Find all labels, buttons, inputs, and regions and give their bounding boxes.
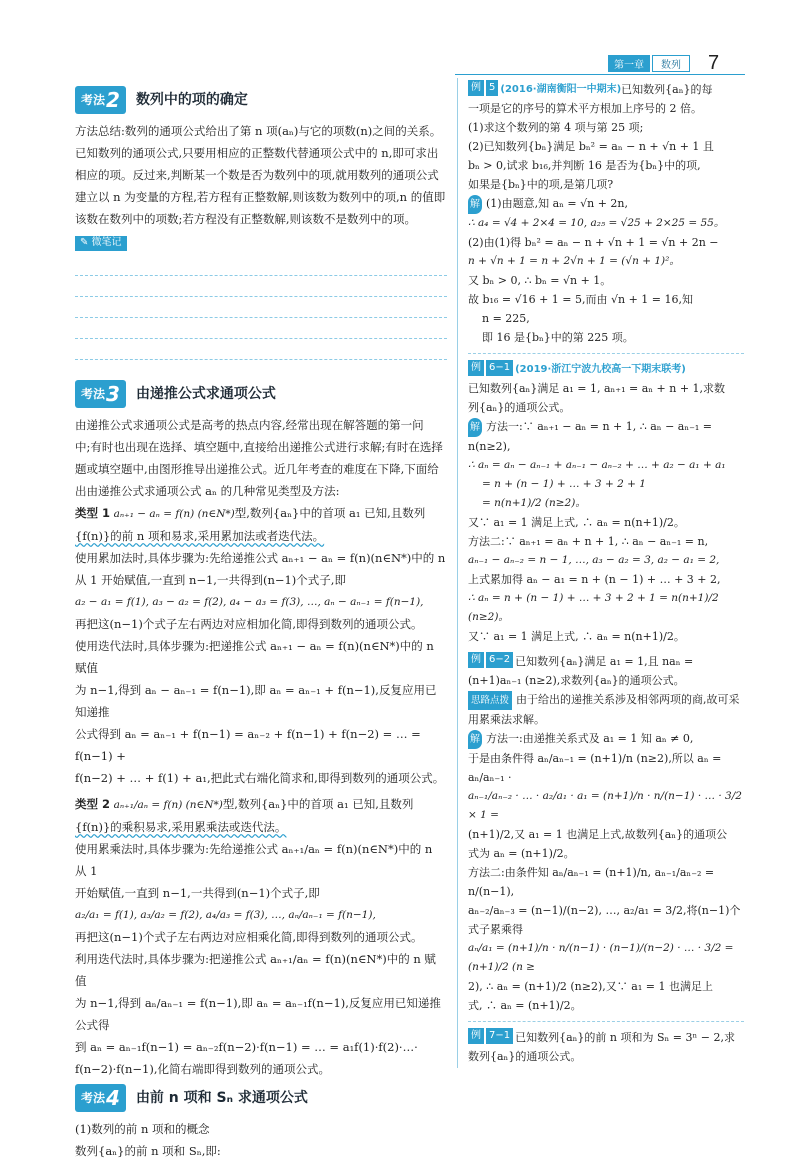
kaofa-badge: 考法 4 [75,1084,126,1112]
example-text: bₙ > 0,试求 b₁₆,并判断 16 是否为{bₙ}中的项, [468,159,701,172]
kaofa-3-heading [75,380,447,408]
solution-line: 于是由条件得 aₙ/aₙ₋₁ = (n+1)/n (n≥2),所以 aₙ = aₙ/aₙ₋₁ · [468,752,722,784]
paragraph-line: 再把这(n−1)个式子左右两边对应相乘化简,即得到数列的通项公式。 [75,929,423,944]
paragraph-line: 题或填空题中,由图形推导出递推公式。近几年考查的难度在下降,下面给 [75,461,439,476]
example-5-header [468,80,744,99]
paragraph-line: 出由递推公式求通项公式 aₙ 的几种常见类型及方法: [75,483,340,498]
type2-condition: {f(n)}的乘积易求,采用累乘法或迭代法。 [75,819,287,834]
kaofa-title: 数列中的项的确定 [135,92,248,108]
solution-line: (2)由(1)得 bₙ² = aₙ − n + √n + 1 = √n + 2n − [468,236,719,249]
solution-line: aₙ₋₁ − aₙ₋₂ = n − 1, …, a₃ − a₂ = 3, a₂ − a₁ = 2, [468,554,720,566]
note-line [75,255,447,276]
example-text: 已知数列{aₙ}的前 n 项和为 Sₙ = 3ⁿ − 2,求 [515,1031,735,1044]
note-area[interactable] [75,255,447,360]
solution-line: aₙ/a₁ = (n+1)/n · n/(n−1) · (n−1)/(n−2) · … · 3/2 = (n+1)/2 (n ≥ [468,942,734,973]
example-text: (2)已知数列{bₙ}满足 bₙ² = aₙ − n + √n + 1 且 [468,140,714,153]
solution-line: 即 16 是{bₙ}中的第 225 项。 [482,331,634,344]
paragraph-line: f(n−2) + … + f(1) + a₁,把此式右端化简求和,即得到数列的通项公式。 [75,770,445,785]
solution-line: aₙ₋₂/aₙ₋₃ = (n−1)/(n−2), …, a₂/a₁ = 3/2,将(n−1)个式子累乘得 [468,904,741,936]
type1-line: 类型 1 aₙ₊₁ − aₙ = f(n) (n∈N*)型,数列{aₙ}中的首项 a₁ 已知,且数列 [75,505,426,520]
solution-line: 又∵ a₁ = 1 满足上式, ∴ aₙ = n(n+1)/2。 [468,516,685,529]
type2-line: 类型 2 aₙ₊₁/aₙ = f(n) (n∈N*)型,数列{aₙ}中的首项 a₁ 已知,且数列 [75,796,414,811]
note-line [75,318,447,339]
solution-line: = n + (n − 1) + … + 3 + 2 + 1 [482,478,646,490]
paragraph-line: 使用累加法时,具体步骤为:先给递推公式 aₙ₊₁ − aₙ = f(n)(n∈N*)中的 n [75,550,446,565]
paragraph-line: 为 n−1,得到 aₙ/aₙ₋₁ = f(n−1),即 aₙ = aₙ₋₁f(n−1),反复应用已知递推公式得 [75,995,441,1032]
kaofa-title: 由递推公式求通项公式 [135,385,276,402]
example-text: (n+1)aₙ₋₁ (n≥2),求数列{aₙ}的通项公式。 [468,674,685,687]
note-line [75,297,447,318]
left-column [75,84,447,1162]
solution-line: 上式累加得 aₙ − a₁ = n + (n − 1) + … + 3 + 2, [468,573,721,586]
example-label: 例 [468,80,484,96]
example-label: 例 [468,360,484,376]
hint-badge: 思路点拨 [468,691,512,710]
example-number: 7−1 [486,1028,513,1044]
note-line [75,339,447,360]
solution-line: ∴ a₄ = √4 + 2×4 = 10, a₂₅ = √25 + 2×25 = 55。 [468,217,725,229]
solution-line: 式, ∴ aₙ = (n+1)/2。 [468,999,582,1012]
paragraph-line: 已知数列的通项公式,只要用相应的正整数代替通项公式中的 n,即可求出 [75,146,439,160]
solution-badge: 解 [468,730,482,749]
pencil-icon: ✎ [80,237,92,248]
paragraph-line: 为 n−1,得到 aₙ − aₙ₋₁ = f(n−1),即 aₙ = aₙ₋₁ + f(n−1),反复应用已知递推 [75,682,437,719]
column-divider [457,78,458,1068]
chapter-label: 第一章 [608,55,650,72]
solution-line: ∴ aₙ = n + (n − 1) + … + 3 + 2 + 1 = n(n+1)/2 (n≥2)。 [468,592,719,623]
kaofa-title: 由前 n 项和 Sₙ 求通项公式 [135,1089,308,1106]
example-number: 6−1 [486,360,513,376]
example-text: 已知数列{aₙ}满足 a₁ = 1, aₙ₊₁ = aₙ + n + 1,求数 [468,382,726,395]
solution-line: (n+1)/2,又 a₁ = 1 也满足上式,故数列{aₙ}的通项公 [468,828,728,841]
example-label: 例 [468,652,484,668]
formula-line: a₂/a₁ = f(1), a₃/a₂ = f(2), a₄/a₃ = f(3), …, aₙ/aₙ₋₁ = f(n−1), [75,908,376,921]
page-header [608,51,720,74]
solution-badge: 解 [468,195,482,214]
example-text: 如果是{bₙ}中的项,是第几项? [468,178,614,191]
paragraph-line: f(n−2)·f(n−1),化简右端即得到数列的通项公式。 [75,1061,330,1076]
section-separator [468,353,744,354]
kaofa-badge: 考法 3 [75,380,126,408]
section-label: 数列 [652,55,690,72]
solution-line: 方法二:由条件知 aₙ/aₙ₋₁ = (n+1)/n, aₙ₋₁/aₙ₋₂ = n/(n−1), [468,866,715,898]
example-6-2-header [468,652,744,671]
kaofa-4-heading [75,1084,447,1112]
paragraph-line: 该数在数列中的项数;若方程没有正整数解,则该数不是数列中的项。 [75,212,417,226]
solution-line: 式为 aₙ = (n+1)/2。 [468,847,575,860]
type1-condition: {f(n)}的前 n 项和易求,采用累加法或者迭代法。 [75,528,325,543]
paragraph-line: 利用迭代法时,具体步骤为:把递推公式 aₙ₊₁/aₙ = f(n)(n∈N*)中的 n 赋值 [75,951,436,988]
paragraph-line: 中;有时也出现在选择、填空题中,直接给出递推公式进行求解;有时在选择 [75,439,443,454]
note-line [75,276,447,297]
example-source: (2019·浙江宁波九校高一下期末联考) [515,364,686,375]
right-column [468,78,744,1066]
example-text: 已知数列{aₙ}满足 a₁ = 1,且 naₙ = [515,655,694,668]
section-separator [468,1021,744,1022]
micro-note-label: ✎ 微笔记 [75,236,127,251]
formula-line: a₂ − a₁ = f(1), a₃ − a₂ = f(2), a₄ − a₃ = f(3), …, aₙ − aₙ₋₁ = f(n−1), [75,595,424,608]
paragraph-line: 使用迭代法时,具体步骤为:把递推公式 aₙ₊₁ − aₙ = f(n)(n∈N*)中的 n 赋值 [75,638,434,675]
solution-badge: 解 [468,418,482,437]
solution-line: 又∵ a₁ = 1 满足上式, ∴ aₙ = n(n+1)/2。 [468,630,685,643]
example-text: 已知数列{aₙ}的每 [621,83,713,96]
example-text: (1)求这个数列的第 4 项与第 25 项; [468,121,644,134]
example-text: 列{aₙ}的通项公式。 [468,401,571,414]
example-number: 6−2 [486,652,513,668]
paragraph-line: 开始赋值,一直到 n−1,一共得到(n−1)个式子,即 [75,885,320,900]
example-7-1-header [468,1028,744,1047]
paragraph-line: (1)数列的前 n 项和的概念 [75,1121,210,1136]
paragraph-line: 公式得到 aₙ = aₙ₋₁ + f(n−1) = aₙ₋₂ + f(n−1) + f(n−2) = … = f(n−1) + [75,726,421,763]
example-text: 一项是它的序号的算术平方根加上序号的 2 倍。 [468,102,702,115]
paragraph-line: 建立以 n 为变量的方程,若方程有正整数解,则该数为数列中的项,n 的值即 [75,190,446,204]
example-label: 例 [468,1028,484,1044]
solution-line: 方法二:∵ aₙ₊₁ = aₙ + n + 1, ∴ aₙ − aₙ₋₁ = n, [468,535,709,548]
header-rule [455,74,745,75]
solution-line: 又 bₙ > 0, ∴ bₙ = √n + 1。 [468,274,612,287]
paragraph-line: 方法总结:数列的通项公式给出了第 n 项(aₙ)与它的项数(n)之间的关系。 [75,124,442,138]
solution-line: 故 b₁₆ = √16 + 1 = 5,而由 √n + 1 = 16,知 [468,293,693,306]
solution-line: = n(n+1)/2 (n≥2)。 [482,497,586,509]
solution-line: n + √n + 1 = n + 2√n + 1 = (√n + 1)²。 [468,255,680,267]
example-text: 数列{aₙ}的通项公式。 [468,1050,582,1063]
page-number: 7 [708,51,720,74]
solution-line: ∴ aₙ = aₙ − aₙ₋₁ + aₙ₋₁ − aₙ₋₂ + … + a₂ − a₁ + a₁ [468,459,726,471]
example-number: 5 [486,80,498,96]
solution-line: 2), ∴ aₙ = (n+1)/2 (n≥2),又∵ a₁ = 1 也满足上 [468,980,713,993]
solution-line: 解 方法一:由递推关系式及 a₁ = 1 知 aₙ ≠ 0, [468,729,744,749]
paragraph-line: 从 1 开始赋值,一直到 n−1,一共得到(n−1)个式子,即 [75,572,346,587]
paragraph-line: 到 aₙ = aₙ₋₁f(n−1) = aₙ₋₂f(n−2)·f(n−1) = … = a₁f(1)·f(2)·…· [75,1039,418,1054]
solution-line: 解 方法一:∵ aₙ₊₁ − aₙ = n + 1, ∴ aₙ − aₙ₋₁ = n(n≥2), [468,420,713,453]
solution-line: 解 (1)由题意,知 aₙ = √n + 2n, [468,194,744,214]
paragraph-line: 由递推公式求通项公式是高考的热点内容,经常出现在解答题的第一问 [75,417,424,432]
kaofa-badge: 考法 2 [75,86,126,114]
paragraph-line: 数列{aₙ}的前 n 项和 Sₙ,即: [75,1143,221,1158]
paragraph-line: 使用累乘法时,具体步骤为:先给递推公式 aₙ₊₁/aₙ = f(n)(n∈N*)中的 n 从 1 [75,841,433,878]
paragraph-line: 再把这(n−1)个式子左右两边对应相加化简,即得到数列的通项公式。 [75,616,423,631]
example-source: (2016·湖南衡阳一中期末) [500,84,622,95]
hint-line: 思路点拨 由于给出的递推关系涉及相邻两项的商,故可采用累乘法求解。 [468,693,740,726]
kaofa-2-heading [75,86,447,114]
paragraph-line: 相应的项。反过来,判断某一个数是否为数列中的项,就用数列的通项公式 [75,168,439,182]
solution-line: n = 225, [482,312,530,325]
solution-line: aₙ₋₁/aₙ₋₂ · … · a₂/a₁ · a₁ = (n+1)/n · n/(n−1) · … · 3/2 × 1 = [468,790,742,821]
example-6-1-header [468,360,744,379]
